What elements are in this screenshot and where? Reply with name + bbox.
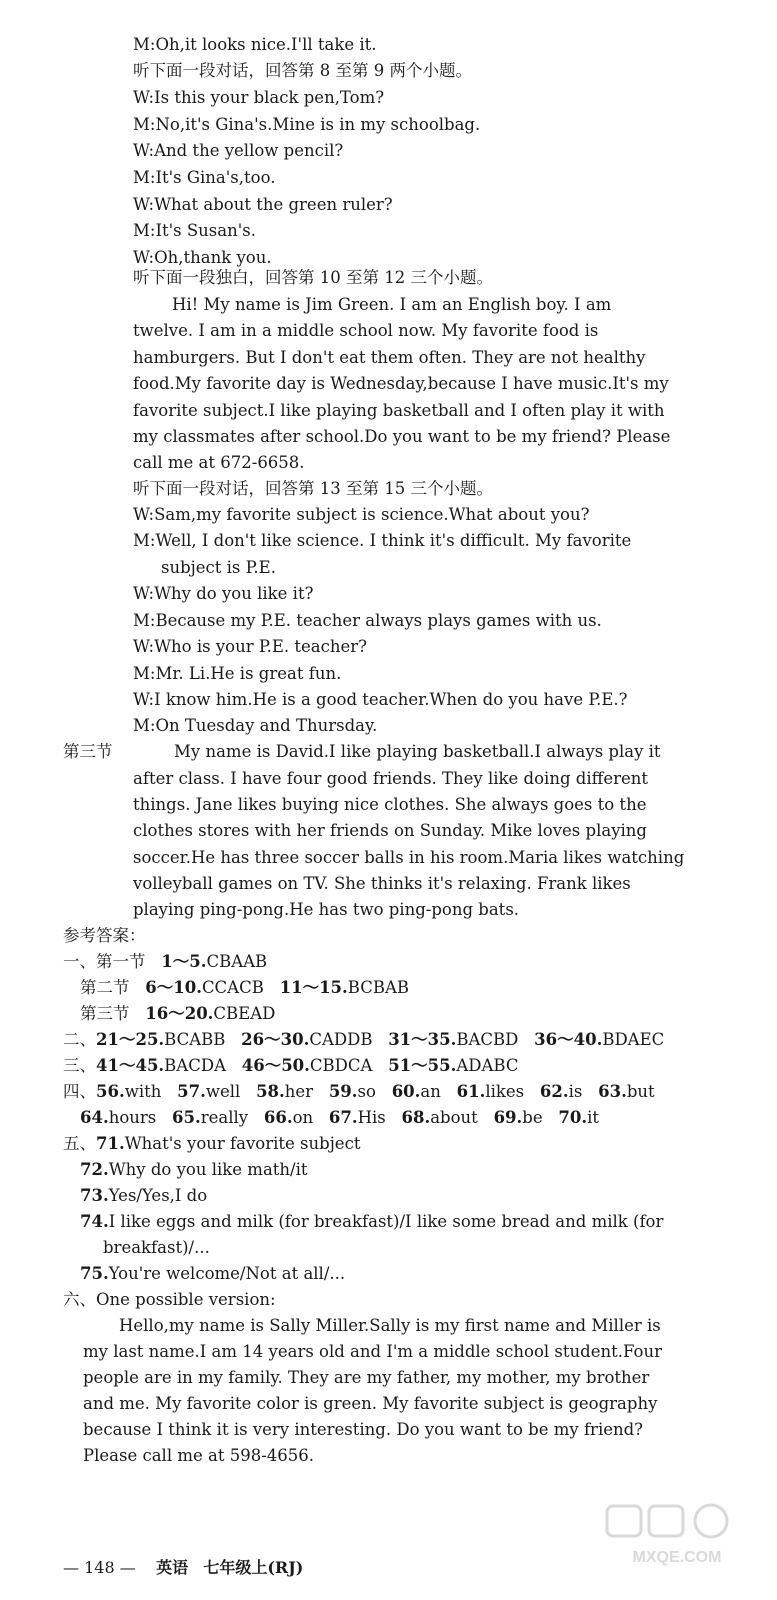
question-number: 59.	[328, 1082, 358, 1101]
question-number: 74.	[80, 1212, 109, 1231]
dialogue-line: W:Oh,thank you.	[133, 248, 272, 267]
answer-row	[63, 1079, 655, 1105]
paragraph-line: my classmates after school.Do you want to be my friend? Please	[133, 427, 671, 446]
essay-line: Please call me at 598-4656.	[83, 1446, 315, 1465]
answer-key: BCBAB	[347, 978, 410, 997]
dialogue-line: M:Oh,it looks nice.I'll take it.	[133, 35, 377, 54]
answer-sentence: I like eggs and milk (for breakfast)/I like some bread and milk (for	[108, 1212, 664, 1231]
essay-line: my last name.I am 14 years old and I'm a middle school student.Four	[83, 1342, 662, 1361]
dialogue-line: W:Sam,my favorite subject is science.What about you?	[133, 505, 590, 524]
answer-row	[80, 975, 409, 1001]
answer-key: BACDA	[164, 1056, 226, 1075]
question-range: 31～35.	[388, 1030, 457, 1049]
question-number: 72.	[80, 1160, 109, 1179]
watermark-logo	[597, 1500, 757, 1570]
answer-word: be	[522, 1108, 543, 1127]
question-number: 67.	[328, 1108, 358, 1127]
answer-part-label: 五、	[63, 1134, 96, 1153]
paragraph-line: call me at 672-6658.	[133, 453, 305, 472]
paragraph-line: clothes stores with her friends on Sunday. Mike loves playing	[133, 821, 647, 840]
page-number: — 148 —	[63, 1558, 136, 1577]
question-range: 1～5.	[161, 952, 207, 971]
question-number: 70.	[558, 1108, 588, 1127]
answer-sentence: You're welcome/Not at all/...	[108, 1264, 346, 1283]
section-heading: 听下面一段独白，回答第 10 至第 12 三个小题。	[133, 268, 493, 287]
section-heading: 听下面一段对话，回答第 8 至第 9 两个小题。	[133, 61, 472, 80]
question-range: 46～50.	[241, 1056, 310, 1075]
answer-word: an	[420, 1082, 441, 1101]
answer-row	[63, 1053, 518, 1079]
answer-key: ADABC	[456, 1056, 519, 1075]
answer-word: her	[284, 1082, 314, 1101]
subject-label: 英语	[156, 1558, 189, 1577]
dialogue-line: M:On Tuesday and Thursday.	[133, 716, 378, 735]
question-number: 71.	[96, 1134, 125, 1153]
page-footer	[63, 1555, 303, 1581]
question-range: 21～25.	[96, 1030, 165, 1049]
answer-row	[63, 1027, 664, 1053]
answer-part-label: 第三节	[80, 1004, 130, 1023]
section-heading: 听下面一段对话，回答第 13 至第 15 三个小题。	[133, 479, 493, 498]
answers-heading: 参考答案：	[63, 926, 146, 945]
question-range: 41～45.	[96, 1056, 165, 1075]
answer-key: BCABB	[164, 1030, 226, 1049]
dialogue-line: W:Who is your P.E. teacher?	[133, 637, 367, 656]
paragraph-line: volleyball games on TV. She thinks it's relaxing. Frank likes	[133, 874, 631, 893]
answer-key: CCACB	[201, 978, 264, 997]
answer-row	[80, 1157, 308, 1183]
question-number: 75.	[80, 1264, 109, 1283]
answer-row	[63, 949, 267, 975]
dialogue-line: M:Because my P.E. teacher always plays games with us.	[133, 611, 602, 630]
question-range: 11～15.	[279, 978, 348, 997]
paragraph-line: after class. I have four good friends. They like doing different	[133, 769, 648, 788]
answer-key: CADDB	[309, 1030, 373, 1049]
answer-key: BDAEC	[602, 1030, 665, 1049]
dialogue-line: M:It's Susan's.	[133, 221, 256, 240]
answer-sentence: What's your favorite subject	[124, 1134, 361, 1153]
question-number: 58.	[256, 1082, 285, 1101]
dialogue-line: W:And the yellow pencil?	[133, 141, 344, 160]
answer-row	[80, 1001, 275, 1027]
question-number: 68.	[401, 1108, 431, 1127]
question-range: 36～40.	[534, 1030, 603, 1049]
paragraph-line: favorite subject.I like playing basketball and I often play it with	[133, 401, 665, 420]
paragraph-line: playing ping-pong.He has two ping-pong bats.	[133, 900, 520, 919]
paragraph-line: twelve. I am in a middle school now. My favorite food is	[133, 321, 599, 340]
question-number: 62.	[539, 1082, 569, 1101]
answer-word: His	[357, 1108, 386, 1127]
answer-word: likes	[485, 1082, 525, 1101]
answer-key: CBEAD	[213, 1004, 276, 1023]
paragraph-line: things. Jane likes buying nice clothes. She always goes to the	[133, 795, 647, 814]
dialogue-line: M:Well, I don't like science. I think it's difficult. My favorite	[133, 531, 632, 550]
answer-row	[80, 1183, 207, 1209]
answer-word: well	[205, 1082, 241, 1101]
answer-row	[80, 1261, 345, 1287]
answer-word: it	[587, 1108, 599, 1127]
answer-part-label: 第二节	[80, 978, 130, 997]
question-number: 69.	[493, 1108, 523, 1127]
essay-line: Hello,my name is Sally Miller.Sally is my first name and Miller is	[119, 1316, 661, 1335]
answer-word: with	[124, 1082, 162, 1101]
essay-line: people are in my family. They are my father, my mother, my brother	[83, 1368, 650, 1387]
essay-line: because I think it is very interesting. Do you want to be my friend?	[83, 1420, 644, 1439]
answer-word: is	[568, 1082, 583, 1101]
answer-word: really	[200, 1108, 249, 1127]
answer-word: so	[357, 1082, 376, 1101]
answer-sentence: Yes/Yes,I do	[108, 1186, 208, 1205]
question-number: 66.	[263, 1108, 293, 1127]
dialogue-line: subject is P.E.	[161, 558, 276, 577]
answer-row: 六、One possible version:	[63, 1290, 276, 1309]
dialogue-line: M:Mr. Li.He is great fun.	[133, 664, 342, 683]
question-number: 73.	[80, 1186, 109, 1205]
answer-part-label: 四、	[63, 1082, 96, 1101]
paragraph-line: hamburgers. But I don't eat them often. They are not healthy	[133, 348, 646, 367]
answer-word: hours	[108, 1108, 157, 1127]
answer-part-label: 三、	[63, 1056, 96, 1075]
paragraph-line: My name is David.I like playing basketball.I always play it	[174, 742, 661, 761]
question-number: 61.	[456, 1082, 486, 1101]
dialogue-line: M:No,it's Gina's.Mine is in my schoolbag.	[133, 115, 481, 134]
answer-word: but	[626, 1082, 655, 1101]
paragraph-line: food.My favorite day is Wednesday,because I have music.It's my	[133, 374, 669, 393]
answer-row	[63, 1131, 360, 1157]
dialogue-line: W:Why do you like it?	[133, 584, 314, 603]
question-number: 56.	[96, 1082, 125, 1101]
answer-part-label: 二、	[63, 1030, 96, 1049]
dialogue-line: W:What about the green ruler?	[133, 195, 393, 214]
dialogue-line: M:It's Gina's,too.	[133, 168, 276, 187]
answer-part-label: 一、第一节	[63, 952, 146, 971]
paragraph-line: soccer.He has three soccer balls in his room.Maria likes watching	[133, 848, 685, 867]
paragraph-line: Hi! My name is Jim Green. I am an English boy. I am	[172, 295, 612, 314]
answer-key: BACBD	[456, 1030, 519, 1049]
answer-row	[80, 1209, 663, 1235]
question-number: 60.	[391, 1082, 421, 1101]
question-number: 63.	[598, 1082, 627, 1101]
watermark-text: MXQE.COM	[632, 1549, 722, 1566]
dialogue-line: W:Is this your black pen,Tom?	[133, 88, 385, 107]
question-range: 16～20.	[145, 1004, 214, 1023]
grade-label: 七年级上(RJ)	[203, 1558, 304, 1577]
answer-key: CBDCA	[309, 1056, 373, 1075]
question-number: 65.	[172, 1108, 201, 1127]
answer-key: CBAAB	[206, 952, 268, 971]
answer-word: about	[430, 1108, 478, 1127]
answer-row	[80, 1105, 599, 1131]
question-range: 51～55.	[388, 1056, 457, 1075]
answer-row-continued: breakfast)/...	[103, 1238, 210, 1257]
essay-line: and me. My favorite color is green. My favorite subject is geography	[83, 1394, 658, 1413]
section-label: 第三节	[63, 742, 113, 761]
question-range: 26～30.	[241, 1030, 310, 1049]
answer-sentence: Why do you like math/it	[108, 1160, 308, 1179]
question-number: 64.	[80, 1108, 109, 1127]
question-number: 57.	[177, 1082, 206, 1101]
answer-word: on	[292, 1108, 314, 1127]
dialogue-line: W:I know him.He is a good teacher.When do you have P.E.?	[133, 690, 628, 709]
question-range: 6～10.	[145, 978, 202, 997]
